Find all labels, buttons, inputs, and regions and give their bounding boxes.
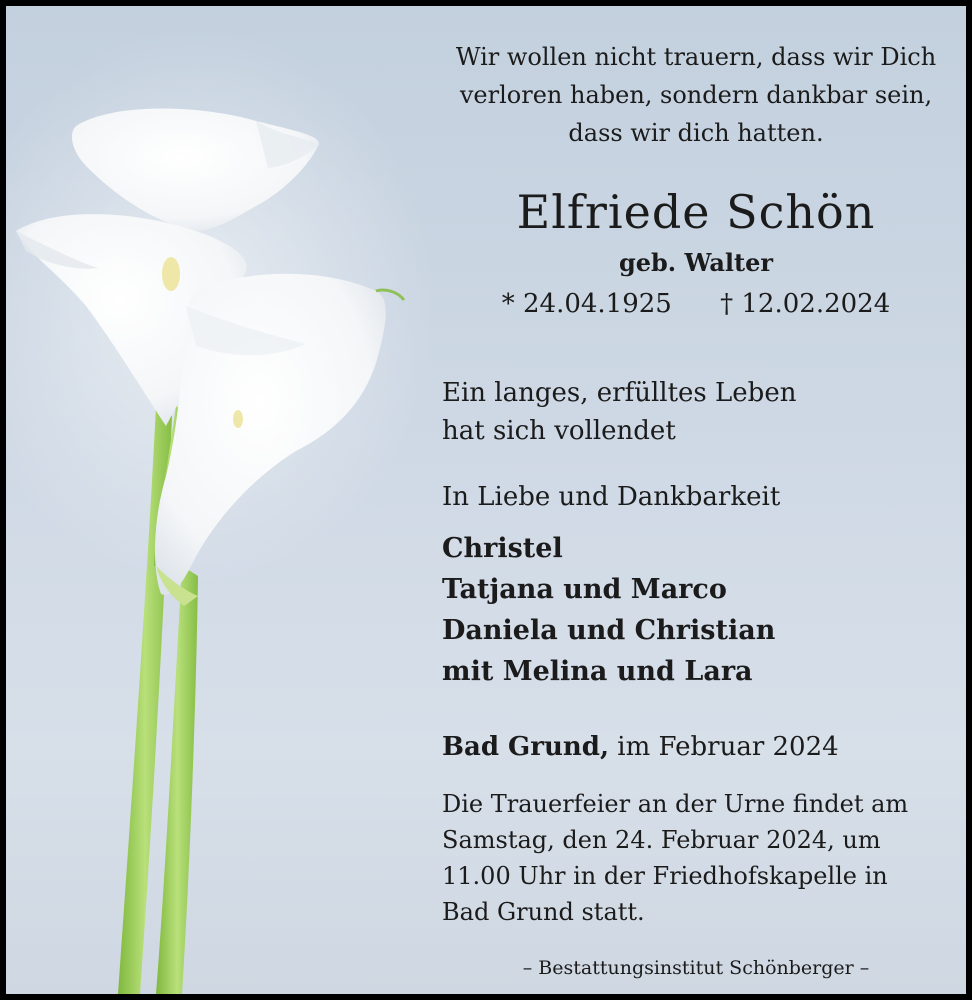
quote-line: Wir wollen nicht trauern, dass wir Dich xyxy=(455,43,937,71)
place-town: Bad Grund, xyxy=(442,732,609,762)
mourner: mit Melina und Lara xyxy=(442,656,753,687)
life-dates xyxy=(446,286,946,322)
death-date: † 12.02.2024 xyxy=(720,289,891,319)
place-month: im Februar 2024 xyxy=(617,732,839,762)
love-line: In Liebe und Dankbarkeit xyxy=(442,482,781,512)
life-text xyxy=(442,374,796,450)
service-line: Bad Grund statt. xyxy=(442,898,645,926)
service-info xyxy=(442,786,908,930)
birth-name: geb. Walter xyxy=(618,248,774,277)
mourner: Daniela und Christian xyxy=(442,615,776,646)
calla-lily-icon xyxy=(6,6,436,994)
quote-line: dass wir dich hatten. xyxy=(568,119,824,147)
mourner: Christel xyxy=(442,533,563,564)
service-line: Die Trauerfeier an der Urne findet am xyxy=(442,790,909,818)
quote xyxy=(446,38,946,152)
life-line: Ein langes, erfülltes Leben xyxy=(442,378,797,408)
service-line: 11.00 Uhr in der Friedhofskapelle in xyxy=(442,862,888,890)
life-line: hat sich vollendet xyxy=(442,416,676,446)
mourner: Tatjana und Marco xyxy=(442,574,727,605)
quote-line: verloren haben, sondern dankbar sein, xyxy=(459,81,933,109)
deceased-name: Elfriede Schön xyxy=(516,185,876,239)
death-notice xyxy=(6,6,966,994)
place-date xyxy=(442,728,839,766)
funeral-home: – Bestattungsinstitut Schönberger – xyxy=(522,957,870,979)
mourners-list xyxy=(442,528,775,692)
birth-date: * 24.04.1925 xyxy=(501,289,672,319)
service-line: Samstag, den 24. Februar 2024, um xyxy=(442,826,881,854)
